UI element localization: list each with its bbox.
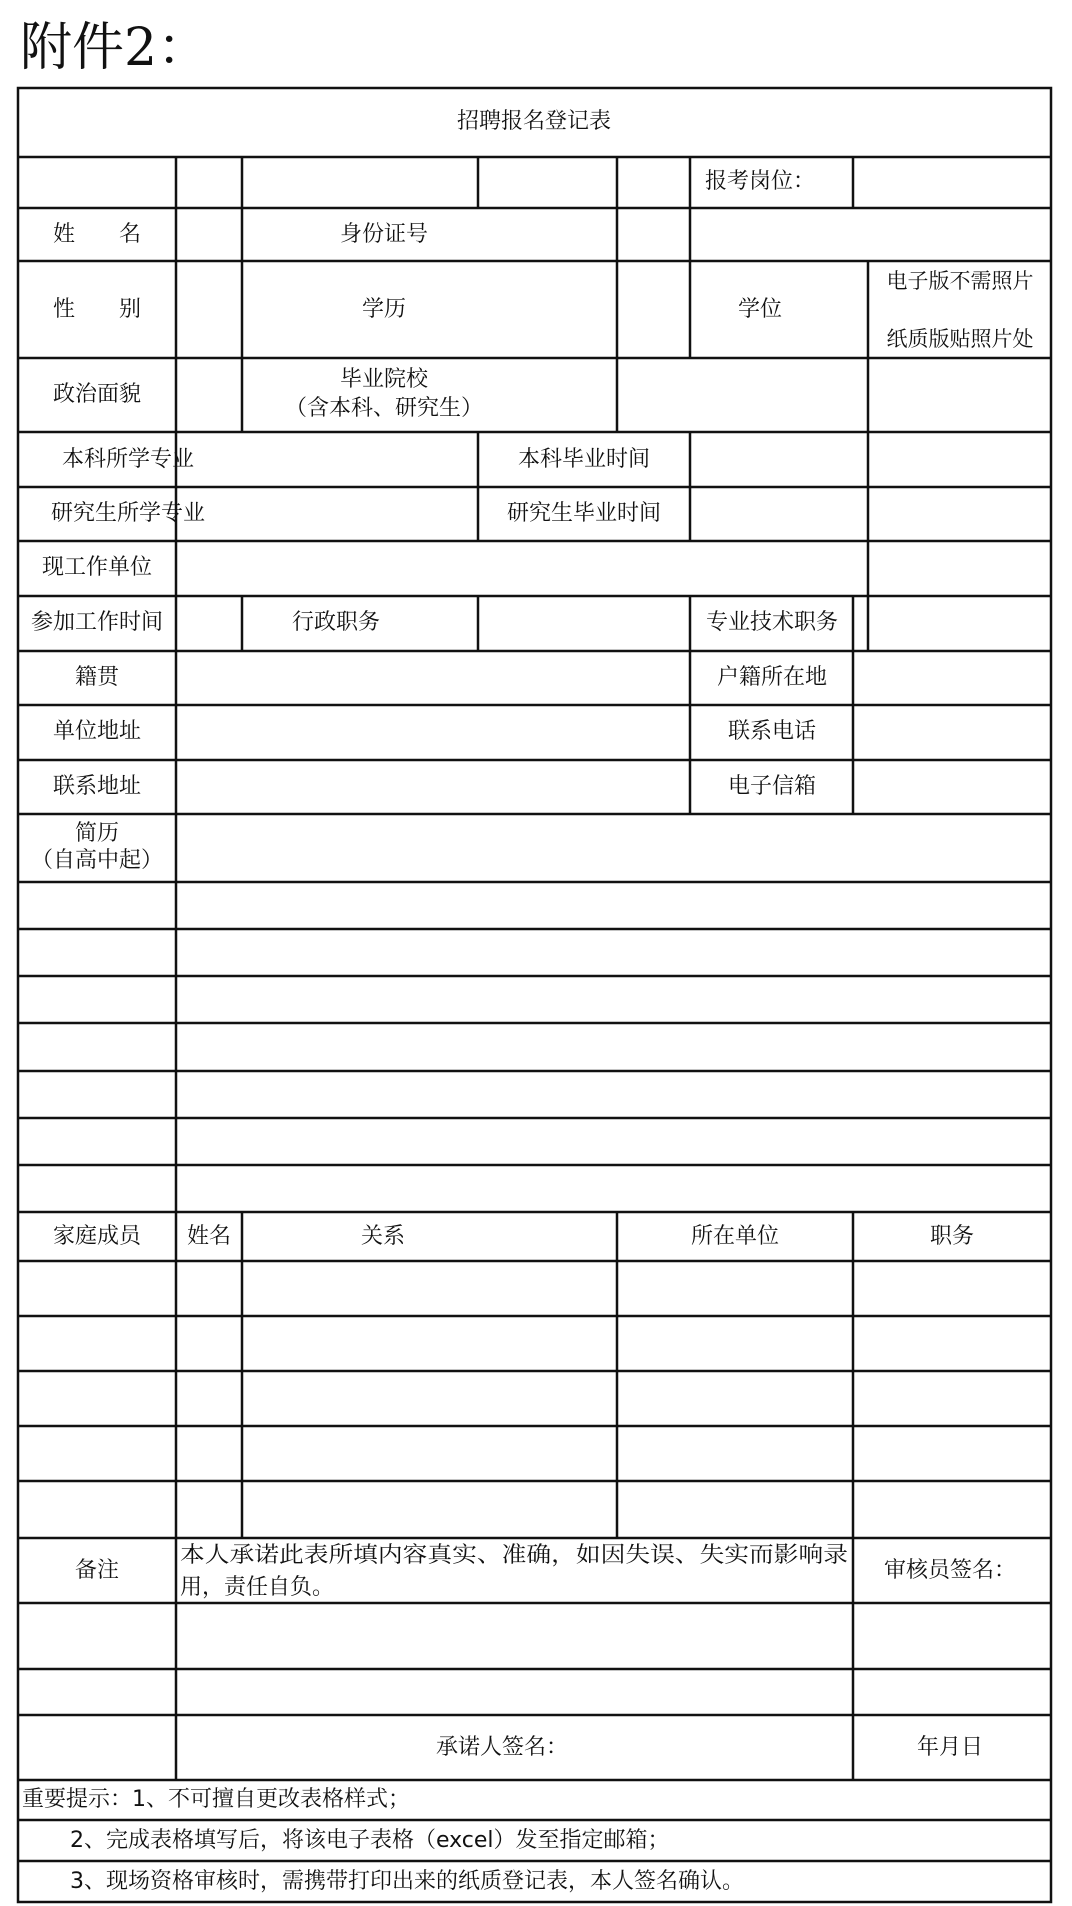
- apply-position-label: 报考岗位：: [704, 169, 816, 194]
- undergrad-major-input[interactable]: [242, 432, 478, 487]
- professional-title-input[interactable]: [868, 596, 1051, 651]
- resume-row[interactable]: [176, 976, 1051, 1023]
- resume-line1: 简历: [74, 821, 120, 846]
- email-label: 电子信箱: [727, 774, 817, 799]
- name-label: 姓 名: [52, 222, 142, 247]
- native-place-label: 籍贯: [74, 665, 120, 690]
- pledge-line2: 用，责任自负。: [180, 1575, 335, 1600]
- family-row[interactable]: [18, 1316, 1051, 1371]
- photo-note-line1: 电子版不需照片: [886, 269, 1034, 293]
- graduate-school-input[interactable]: [617, 358, 868, 432]
- undergrad-grad-time-label: 本科毕业时间: [517, 447, 651, 472]
- graduate-school-line2: （含本科、研究生）: [284, 396, 484, 421]
- degree-input[interactable]: [853, 261, 868, 358]
- resume-row[interactable]: [176, 1023, 1051, 1071]
- attachment-label: 附件2：: [20, 18, 210, 78]
- remarks-label: 备注: [74, 1558, 120, 1583]
- current-employer-label: 现工作单位: [41, 555, 153, 580]
- degree-label: 学位: [737, 297, 783, 322]
- political-status-input[interactable]: [176, 358, 242, 432]
- resume-row[interactable]: [176, 1118, 1051, 1165]
- family-position-label: 职务: [929, 1224, 975, 1249]
- admin-position-label: 行政职务: [291, 610, 381, 635]
- work-start-time-label: 参加工作时间: [30, 610, 164, 635]
- note-2: 2、完成表格填写后，将该电子表格（excel）发至指定邮箱；: [70, 1828, 670, 1853]
- professional-title-label: 专业技术职务: [705, 610, 839, 635]
- family-row[interactable]: [18, 1261, 1051, 1316]
- contact-address-input[interactable]: [176, 760, 690, 814]
- grad-major-input[interactable]: [242, 487, 478, 541]
- grad-grad-time-input[interactable]: [690, 487, 868, 541]
- form-title: 招聘报名登记表: [456, 109, 612, 134]
- work-start-time-input[interactable]: [176, 596, 242, 651]
- pledge-line1: 本人承诺此表所填内容真实、准确，如因失误、失实而影响录: [180, 1543, 848, 1568]
- id-number-label: 身份证号: [339, 222, 429, 247]
- top-cell-2[interactable]: [176, 157, 242, 208]
- undergrad-major-label: 本科所学专业: [61, 447, 195, 472]
- note-3: 3、现场资格审核时，需携带打印出来的纸质登记表，本人签名确认。: [70, 1869, 744, 1894]
- current-employer-input[interactable]: [176, 541, 868, 596]
- id-number-input[interactable]: [617, 208, 1051, 261]
- top-cell-5[interactable]: [617, 157, 690, 208]
- family-row[interactable]: [18, 1426, 1051, 1481]
- family-row[interactable]: [18, 1371, 1051, 1426]
- signature-date-area[interactable]: [853, 1715, 1051, 1780]
- education-input[interactable]: [617, 261, 690, 358]
- employer-address-label: 单位地址: [52, 719, 142, 744]
- photo-cell[interactable]: [868, 358, 1051, 432]
- fillable-cells: [18, 157, 1051, 1780]
- pledger-signature-area[interactable]: [176, 1603, 853, 1780]
- gender-input[interactable]: [176, 261, 242, 358]
- phone-input[interactable]: [853, 705, 1051, 760]
- gender-label: 性 别: [52, 297, 142, 322]
- graduate-school-line1: 毕业院校: [339, 367, 429, 392]
- undergrad-grad-time-input[interactable]: [690, 432, 868, 487]
- resume-row[interactable]: [176, 929, 1051, 976]
- resume-row[interactable]: [176, 882, 1051, 929]
- resume-input[interactable]: [176, 814, 1051, 882]
- family-name-label: 姓名: [186, 1224, 232, 1249]
- family-relation-label: 关系: [360, 1224, 406, 1249]
- resume-row[interactable]: [176, 1165, 1051, 1212]
- family-members-label: 家庭成员: [52, 1224, 142, 1249]
- grad-major-label: 研究生所学专业: [50, 501, 206, 526]
- native-place-input[interactable]: [176, 651, 690, 705]
- top-cell-4[interactable]: [478, 157, 617, 208]
- resume-row[interactable]: [176, 1071, 1051, 1118]
- admin-position-input[interactable]: [478, 596, 690, 651]
- contact-address-label: 联系地址: [52, 774, 142, 799]
- family-row[interactable]: [18, 1481, 1051, 1538]
- note-1: 重要提示：1、不可擅自更改表格样式；: [22, 1787, 410, 1812]
- top-cell-1[interactable]: [18, 157, 176, 208]
- education-label: 学历: [361, 297, 407, 322]
- photo-note-line2: 纸质版贴照片处: [886, 327, 1034, 351]
- household-registration-input[interactable]: [853, 651, 1051, 705]
- political-status-label: 政治面貌: [52, 382, 142, 407]
- family-employer-label: 所在单位: [690, 1224, 780, 1249]
- resume-line2: （自高中起）: [30, 848, 164, 873]
- apply-position-input[interactable]: [853, 157, 1051, 208]
- reviewer-signature-area[interactable]: [853, 1603, 1051, 1715]
- employer-address-input[interactable]: [176, 705, 690, 760]
- household-registration-label: 户籍所在地: [716, 665, 828, 690]
- top-cell-3[interactable]: [242, 157, 478, 208]
- reviewer-signature-label: 审核员签名：: [883, 1558, 1017, 1583]
- email-input[interactable]: [853, 760, 1051, 814]
- name-input[interactable]: [176, 208, 242, 261]
- phone-label: 联系电话: [727, 719, 817, 744]
- grad-grad-time-label: 研究生毕业时间: [506, 501, 662, 526]
